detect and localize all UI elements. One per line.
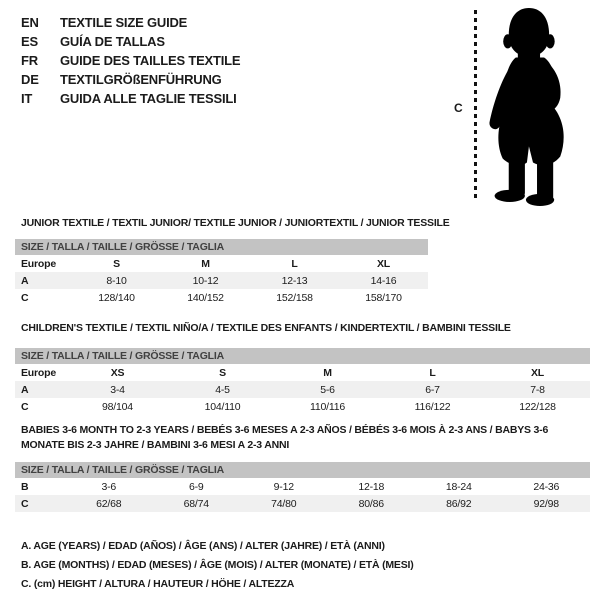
- language-row-en: [21, 13, 240, 32]
- language-title: TEXTILGRÖßENFÜHRUNG: [60, 72, 222, 87]
- value-cell: 74/80: [271, 497, 297, 510]
- language-title: GUÍA DE TALLAS: [60, 34, 165, 49]
- value-cell: 158/170: [365, 291, 402, 304]
- table-header-label: SIZE / TALLA / TAILLE / GRÖSSE / TAGLIA: [21, 241, 224, 253]
- size-cell: XS: [110, 366, 125, 379]
- size-cell: XL: [376, 257, 391, 270]
- value-cell: 8-10: [106, 274, 127, 287]
- size-cell: S: [219, 366, 226, 379]
- size-table-babies: [15, 462, 590, 512]
- baby-silhouette-icon: [484, 5, 586, 207]
- language-code: DE: [21, 72, 39, 87]
- size-table-children: [15, 348, 590, 415]
- value-cell: 68/74: [183, 497, 209, 510]
- value-cell: 6-7: [425, 383, 440, 396]
- row-label: A: [21, 383, 29, 396]
- size-cell: XL: [530, 366, 545, 379]
- table-row: [15, 495, 590, 512]
- footnote-age-years: A. AGE (YEARS) / EDAD (AÑOS) / ÂGE (ANS) / ALTER (JAHRE) / ETÀ (ANNI): [21, 540, 385, 552]
- value-cell: 152/158: [276, 291, 313, 304]
- language-title: GUIDE DES TAILLES TEXTILE: [60, 53, 241, 68]
- table-row: [15, 272, 428, 289]
- row-label: Europe: [21, 366, 56, 379]
- value-cell: 92/98: [533, 497, 559, 510]
- language-code: FR: [21, 53, 38, 68]
- section-title-babies: BABIES 3-6 MONTH TO 2-3 YEARS / BEBÉS 3-6 MESES A 2-3 AÑOS / BÉBÉS 3-6 MOIS À 2-3 ANS / BABYS 3-6 MONATE BIS 2-3 JAHRE / BAMBINI 3-6 MESI A 2-3 ANNI: [21, 424, 549, 451]
- table-row: [15, 255, 428, 272]
- value-cell: 5-6: [320, 383, 335, 396]
- table-header-bar: [15, 462, 590, 478]
- row-label: B: [21, 480, 29, 493]
- table-header-bar: [15, 239, 428, 255]
- height-dashed-line: [474, 10, 477, 202]
- value-cell: 24-36: [533, 480, 560, 493]
- size-cell: S: [113, 257, 120, 270]
- value-cell: 3-4: [110, 383, 125, 396]
- footnote-age-months: B. AGE (MONTHS) / EDAD (MESES) / ÂGE (MOIS) / ALTER (MONATE) / ETÀ (MESI): [21, 559, 414, 571]
- size-table-junior: [15, 239, 428, 306]
- value-cell: 86/92: [446, 497, 472, 510]
- value-cell: 14-16: [370, 274, 397, 287]
- row-label: C: [21, 291, 29, 304]
- value-cell: 110/116: [310, 400, 345, 413]
- table-header-label: SIZE / TALLA / TAILLE / GRÖSSE / TAGLIA: [21, 350, 224, 362]
- value-cell: 9-12: [273, 480, 294, 493]
- value-cell: 6-9: [188, 480, 204, 493]
- language-code: EN: [21, 15, 39, 30]
- value-cell: 116/122: [414, 400, 451, 413]
- height-figure: [440, 0, 600, 215]
- table-row: [15, 364, 590, 381]
- value-cell: 7-8: [530, 383, 545, 396]
- table-row: [15, 478, 590, 495]
- value-cell: 140/152: [187, 291, 224, 304]
- section-title-junior: JUNIOR TEXTILE / TEXTIL JUNIOR/ TEXTILE JUNIOR / JUNIORTEXTIL / JUNIOR TESSILE: [21, 217, 450, 229]
- row-label: C: [21, 497, 29, 510]
- value-cell: 62/68: [96, 497, 122, 510]
- size-cell: L: [429, 366, 436, 379]
- language-title: GUIDA ALLE TAGLIE TESSILI: [60, 91, 237, 106]
- footnote-height: C. (cm) HEIGHT / ALTURA / HAUTEUR / HÖHE / ALTEZZA: [21, 578, 295, 590]
- language-code: IT: [21, 91, 33, 106]
- language-row-es: [21, 32, 240, 51]
- language-row-de: [21, 70, 240, 89]
- language-row-it: [21, 89, 240, 108]
- value-cell: 122/128: [519, 400, 556, 413]
- table-row: [15, 289, 428, 306]
- value-cell: 3-6: [101, 480, 117, 493]
- language-row-fr: [21, 51, 240, 70]
- section-title-children: CHILDREN'S TEXTILE / TEXTIL NIÑO/A / TEXTILE DES ENFANTS / KINDERTEXTIL / BAMBINI TESSILE: [21, 322, 511, 334]
- footnotes: [21, 537, 414, 594]
- value-cell: 104/110: [204, 400, 241, 413]
- table-row: [15, 398, 590, 415]
- size-cell: M: [323, 366, 332, 379]
- table-header-label: SIZE / TALLA / TAILLE / GRÖSSE / TAGLIA: [21, 464, 224, 476]
- value-cell: 12-18: [358, 480, 385, 493]
- value-cell: 128/140: [98, 291, 135, 304]
- value-cell: 10-12: [192, 274, 219, 287]
- row-label: C: [21, 400, 29, 413]
- row-label: Europe: [21, 257, 56, 270]
- value-cell: 18-24: [445, 480, 472, 493]
- value-cell: 12-13: [281, 274, 308, 287]
- value-cell: 4-5: [215, 383, 230, 396]
- row-label: A: [21, 274, 29, 287]
- size-cell: M: [201, 257, 210, 270]
- language-code: ES: [21, 34, 38, 49]
- language-list: [21, 13, 240, 108]
- height-measure-label: C: [454, 101, 463, 115]
- value-cell: 98/104: [102, 400, 133, 413]
- value-cell: 80/86: [358, 497, 384, 510]
- table-header-bar: [15, 348, 590, 364]
- table-row: [15, 381, 590, 398]
- size-cell: L: [291, 257, 298, 270]
- language-title: TEXTILE SIZE GUIDE: [60, 15, 188, 30]
